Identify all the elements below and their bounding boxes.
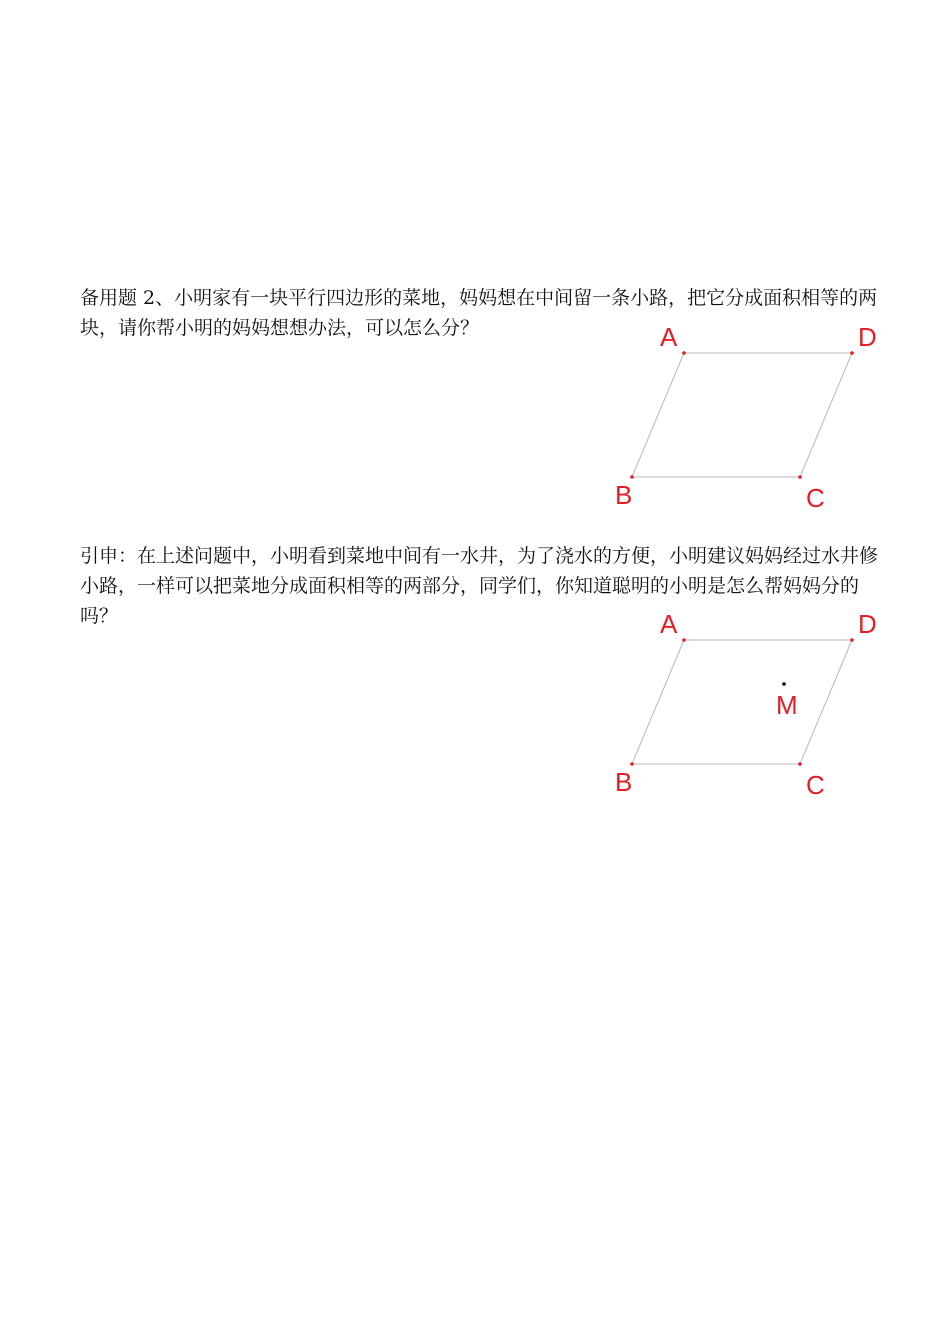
- edge-ba: [632, 640, 684, 764]
- vertex-label-b: B: [615, 767, 633, 797]
- vertex-b-point: [630, 762, 634, 766]
- vertex-label-a: A: [660, 322, 678, 352]
- vertex-a-point: [682, 638, 686, 642]
- vertex-label-d: D: [858, 609, 877, 639]
- vertex-label-c: C: [806, 770, 825, 800]
- edge-dc: [800, 640, 852, 764]
- vertex-label-b: B: [615, 480, 633, 510]
- vertex-label-d: D: [858, 322, 877, 352]
- vertex-label-c: C: [806, 483, 825, 513]
- problem-text: 备用题 2、小明家有一块平行四边形的菜地，妈妈想在中间留一条小路，把它分成面积相等的两块，请你帮小明的妈妈想想办法，可以怎么分？: [80, 287, 878, 339]
- point-label-m: M: [776, 690, 798, 720]
- vertex-d-point: [850, 638, 854, 642]
- vertex-c-point: [798, 762, 802, 766]
- vertex-label-a: A: [660, 609, 678, 639]
- extension-text: 引申：在上述问题中，小明看到菜地中间有一水井，为了浇水的方便，小明建议妈妈经过水井修小路，一样可以把菜地分成面积相等的两部分，同学们，你知道聪明的小明是怎么帮妈妈分的吗？: [80, 545, 879, 627]
- well-point-m: [782, 682, 786, 686]
